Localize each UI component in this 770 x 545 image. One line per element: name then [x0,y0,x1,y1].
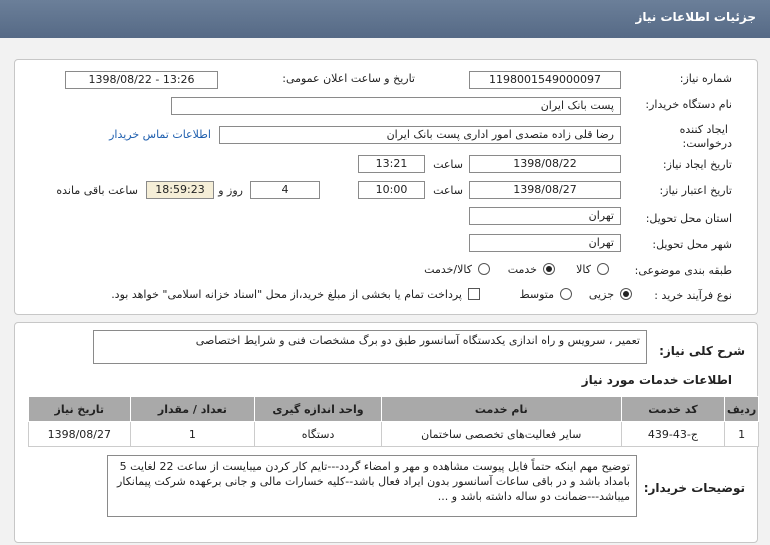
need-number-label: شماره نیاز: [679,72,732,85]
created-date-field[interactable]: 1398/08/22 [469,155,621,173]
need-number-field[interactable]: 1198001549000097 [469,71,621,89]
remaining-time-field: 18:59:23 [146,181,214,199]
process-label: نوع فرآیند خرید : [654,289,732,302]
services-title: اطلاعات خدمات مورد نیاز [581,373,732,387]
province-field[interactable]: تهران [469,207,621,225]
cell-need-date: 1398/08/27 [29,422,131,447]
province-label: استان محل تحویل: [645,212,732,225]
description-label: شرح کلی نیاز: [659,344,745,358]
col-quantity: تعداد / مقدار [130,397,255,422]
created-date-label: تاریخ ایجاد نیاز: [662,158,732,171]
category-option-goods: کالا [576,263,591,276]
valid-time-field[interactable]: 10:00 [358,181,425,199]
col-service-name: نام خدمت [381,397,621,422]
valid-date-field[interactable]: 1398/08/27 [469,181,621,199]
category-option-service: خدمت [507,263,537,276]
buyer-label: نام دستگاه خریدار: [645,98,732,111]
treasury-payment-text: پرداخت تمام یا بخشی از مبلغ خرید،از محل "اسناد خزانه اسلامی" خواهد بود. [111,288,462,301]
category-radio-goods[interactable] [597,263,609,275]
cell-service-code: ج-43-439 [621,422,725,447]
announce-label: تاریخ و ساعت اعلان عمومی: [282,72,415,85]
valid-time-label: ساعت [433,184,463,197]
creator-label-line2: درخواست: [682,137,732,150]
days-field[interactable]: 4 [250,181,320,199]
process-option-minor: جزیی [588,288,614,301]
services-header-row [29,397,759,422]
page-title: جزئیات اطلاعات نیاز [635,10,756,24]
col-service-code: کد خدمت [621,397,725,422]
announce-field[interactable]: 1398/08/22 - 13:26 [65,71,218,89]
category-radio-service[interactable] [543,263,555,275]
remaining-time-label: ساعت باقی مانده [56,184,138,197]
col-need-date: تاریخ نیاز [29,397,131,422]
col-unit: واحد اندازه گیری [255,397,382,422]
category-label: طبقه بندی موضوعی: [634,264,732,277]
page-header [0,0,770,38]
buyer-contact-link[interactable]: اطلاعات تماس خریدار [109,128,211,141]
description-box: تعمیر ، سرویس و راه اندازی یکدستگاه آسانسور طبق دو برگ مشخصات فنی و شرایط اختصاصی [93,330,647,364]
creator-label-line1: ایجاد کننده [679,123,728,136]
process-radio-medium[interactable] [560,288,572,300]
buyer-notes-box: توضیح مهم اینکه حتماً فایل پیوست مشاهده و مهر و امضاء گردد---تایم کار کردن میبایست از ساعت 22 لغایت 5 بامداد باشد و در باقی ساعات آسانسور بدون ایراد فعال باشد--کلیه خسارات مالی و جانی برعهده شرکت پیمانکار میباشد---ضمانت دو ساله داشته باشد و ... [107,455,637,517]
process-radio-minor[interactable] [620,288,632,300]
cell-row-number: 1 [725,422,759,447]
category-radio-goods-service[interactable] [478,263,490,275]
table-row[interactable] [29,422,759,447]
treasury-payment-checkbox[interactable] [468,288,480,300]
cell-service-name: سایر فعالیت‌های تخصصی ساختمان [381,422,621,447]
valid-date-label: تاریخ اعتبار نیاز: [659,184,732,197]
city-label: شهر محل تحویل: [652,238,732,251]
created-time-field[interactable]: 13:21 [358,155,425,173]
created-time-label: ساعت [433,158,463,171]
buyer-field[interactable]: پست بانک ایران [171,97,621,115]
process-option-medium: متوسط [519,288,554,301]
creator-field[interactable]: رضا قلی زاده متصدی امور اداری پست بانک ایران [219,126,621,144]
services-table [28,396,759,447]
col-row-number: ردیف [725,397,759,422]
buyer-notes-label: توضیحات خریدار: [643,481,745,495]
days-label: روز و [218,184,243,197]
category-option-goods-service: کالا/خدمت [424,263,472,276]
city-field[interactable]: تهران [469,234,621,252]
cell-quantity: 1 [130,422,255,447]
cell-unit: دستگاه [255,422,382,447]
